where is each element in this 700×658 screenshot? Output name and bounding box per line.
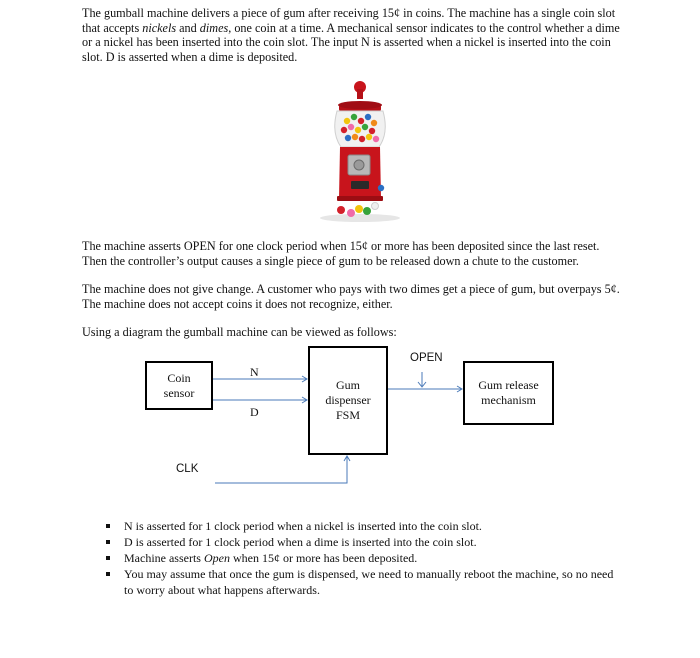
diagram-intro-paragraph: Using a diagram the gumball machine can be viewed as follows:	[82, 325, 397, 339]
nickels-term: nickels	[142, 20, 177, 35]
bullet-item: N is asserted for 1 clock period when a nickel is inserted into the coin slot.	[106, 518, 616, 534]
intro-paragraph: The gumball machine delivers a piece of gum after receiving 15¢ in coins. The machine has a single coin slot that accepts nickels and dimes, one coin at a time. A mechanical sensor indicates to the control whether a dime or a nickel has been inserted into the coin slot. The input N is asserted when a nickel is inserted into the coin slot. D is asserted when a dime is deposited.	[82, 6, 620, 64]
coin-sensor-label: Coin sensor	[163, 370, 195, 400]
open-arrowhead	[457, 386, 462, 392]
d-arrowhead	[302, 397, 307, 403]
n-signal-label: N	[250, 365, 259, 379]
bullet-item: You may assume that once the gum is dispensed, we need to manually reboot the machine, so no need to worry about what happens afterwards.	[106, 566, 616, 598]
bullet-item: Machine asserts Open when 15¢ or more has been deposited.	[106, 550, 616, 566]
gum-dispenser-fsm-box	[308, 346, 388, 455]
dimes-term: dimes	[199, 20, 229, 35]
open-paragraph: The machine asserts OPEN for one clock period when 15¢ or more has been deposited since the last reset. Then the controller’s output causes a single piece of gum to be released down a chute to the customer.	[82, 239, 600, 268]
clk-arrowhead	[344, 456, 350, 461]
d-signal-label: D	[250, 405, 259, 419]
bullet-marker	[106, 540, 110, 544]
clk-label: CLK	[176, 463, 199, 475]
bullet-marker	[106, 556, 110, 560]
open-pointer-head	[418, 382, 426, 387]
change-paragraph: The machine does not give change. A customer who pays with two dimes get a piece of gum, but overpays 5¢. The machine does not accept coins it does not recognize, either.	[82, 282, 620, 311]
bullet-item: D is asserted for 1 clock period when a dime is inserted into the coin slot.	[106, 534, 616, 550]
bullet-marker	[106, 572, 110, 576]
gum-release-mechanism-box	[463, 361, 554, 425]
release-label: Gum release mechanism	[478, 378, 539, 407]
fsm-label: Gum dispenser FSM	[325, 378, 371, 422]
bullet-list	[106, 518, 616, 598]
coin-sensor-box	[145, 361, 213, 410]
n-arrowhead	[302, 376, 307, 382]
open-term: Open	[203, 551, 230, 565]
gumball-machine-image	[315, 75, 405, 225]
open-signal-label: OPEN	[410, 352, 443, 364]
bullet-marker	[106, 524, 110, 528]
clk-wire	[215, 456, 347, 483]
